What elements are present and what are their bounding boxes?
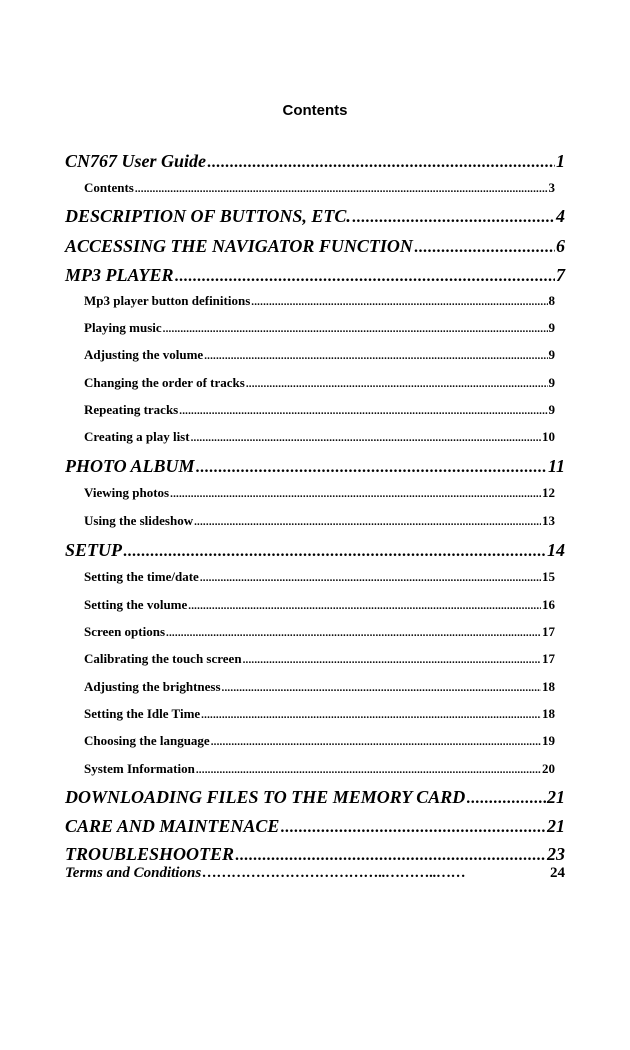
toc-entry-title: Changing the order of tracks (84, 375, 245, 390)
toc-entry[interactable] (65, 235, 565, 259)
toc-entry-title: Using the slideshow (84, 513, 194, 528)
toc-entry-title: TROUBLESHOOTER (65, 844, 235, 864)
toc-dot-leader (207, 150, 555, 174)
toc-entry-title: DESCRIPTION OF BUTTONS, ETC. (65, 206, 351, 226)
toc-entry-title: CARE AND MAINTENACE (65, 816, 280, 836)
toc-entry-title: Adjusting the volume (84, 347, 204, 362)
toc-page-number: 9 (548, 320, 555, 335)
toc-dot-leader (196, 760, 541, 779)
toc-page-number: 10 (542, 429, 555, 444)
toc-dot-leader (466, 786, 546, 810)
table-of-contents (65, 0, 565, 1050)
toc-dot-leader (222, 678, 541, 697)
toc-entry-title: Creating a play list (84, 429, 190, 444)
toc-dot-leader (179, 401, 547, 420)
toc-entry[interactable] (84, 374, 555, 393)
toc-dot-leader (204, 346, 547, 365)
toc-page-number: 8 (548, 293, 555, 308)
toc-page-number: 9 (548, 375, 555, 390)
toc-entry-title: ACCESSING THE NAVIGATOR FUNCTION (65, 236, 413, 256)
toc-entry-title: Mp3 player button definitions (84, 293, 251, 308)
toc-page-number: 1 (556, 151, 565, 171)
toc-page-number: 24 (550, 865, 565, 881)
toc-entry-title: System Information (84, 761, 195, 776)
toc-page-number: 20 (542, 761, 555, 776)
toc-dot-leader (280, 815, 546, 839)
toc-page-number: 13 (542, 513, 555, 528)
toc-page-number: 9 (548, 347, 555, 362)
toc-entry[interactable] (65, 455, 565, 479)
toc-entry[interactable] (84, 760, 555, 779)
toc-page-number: 11 (547, 456, 565, 476)
toc-entry[interactable] (84, 596, 555, 615)
toc-entry-title: Playing music (84, 320, 162, 335)
toc-entry[interactable] (65, 264, 565, 288)
toc-dot-leader (175, 264, 555, 288)
toc-dot-leader (163, 319, 548, 338)
toc-entry-title: CN767 User Guide (65, 151, 207, 171)
toc-entry-title: DOWNLOADING FILES TO THE MEMORY CARD (65, 787, 466, 807)
toc-dot-leader (166, 623, 541, 642)
toc-dot-leader (170, 484, 541, 503)
toc-page-number: 4 (556, 206, 565, 226)
toc-entry[interactable] (84, 428, 555, 447)
toc-entry[interactable] (65, 150, 565, 174)
toc-entry-title: Adjusting the brightness (84, 679, 221, 694)
toc-page-number: 6 (556, 236, 565, 256)
toc-page-number: 19 (542, 733, 555, 748)
toc-page-number: 15 (542, 569, 555, 584)
toc-page-number: 18 (542, 706, 555, 721)
toc-entry-title: Calibrating the touch screen (84, 651, 242, 666)
toc-dot-leader (211, 732, 541, 751)
page-title: Contents (282, 102, 348, 119)
toc-entry[interactable] (65, 815, 565, 839)
toc-entry[interactable] (84, 292, 555, 311)
toc-dot-leader (135, 179, 548, 198)
toc-dot-leader (352, 205, 555, 229)
toc-page-number: 17 (542, 624, 555, 639)
toc-entry-title: Contents (84, 180, 134, 195)
toc-entry[interactable] (84, 650, 555, 669)
toc-dot-leader (123, 539, 546, 563)
toc-entry-title: Setting the Idle Time (84, 706, 201, 721)
toc-entry[interactable] (84, 346, 555, 365)
toc-entry[interactable] (84, 732, 555, 751)
toc-dot-leader: ………………………………..………..…… (202, 865, 466, 881)
toc-entry[interactable] (84, 319, 555, 338)
toc-page-number: 21 (547, 816, 565, 836)
toc-entry[interactable] (65, 863, 565, 883)
toc-entry-title: Setting the volume (84, 597, 188, 612)
toc-entry[interactable] (84, 678, 555, 697)
toc-entry[interactable] (84, 623, 555, 642)
toc-page-number: 12 (542, 485, 555, 500)
toc-entry-title: Repeating tracks (84, 402, 179, 417)
toc-entry-title: Viewing photos (84, 485, 170, 500)
toc-entry-title: PHOTO ALBUM (65, 456, 195, 476)
toc-entry-title: MP3 PLAYER (65, 265, 174, 285)
toc-dot-leader (414, 235, 555, 259)
toc-entry[interactable] (65, 539, 565, 563)
toc-dot-leader (246, 374, 548, 393)
toc-dot-leader (194, 512, 541, 531)
toc-dot-leader (188, 596, 541, 615)
toc-entry-title: Choosing the language (84, 733, 210, 748)
toc-page-number: 18 (542, 679, 555, 694)
toc-entry[interactable] (84, 512, 555, 531)
toc-dot-leader (251, 292, 547, 311)
toc-entry[interactable] (84, 179, 555, 198)
toc-page-number: 21 (547, 787, 565, 807)
toc-dot-leader (200, 568, 541, 587)
toc-entry[interactable] (84, 568, 555, 587)
toc-page-number: 14 (547, 540, 565, 560)
toc-entry-title: Terms and Conditions (65, 865, 202, 881)
toc-dot-leader (201, 705, 541, 724)
toc-entry[interactable] (84, 705, 555, 724)
toc-page-number: 7 (556, 265, 565, 285)
toc-dot-leader (243, 650, 541, 669)
toc-dot-leader (191, 428, 541, 447)
toc-page-number: 17 (542, 651, 555, 666)
toc-dot-leader (196, 455, 547, 479)
toc-entry-title: Setting the time/date (84, 569, 199, 584)
toc-entry[interactable] (84, 484, 555, 503)
toc-entry[interactable] (84, 401, 555, 420)
toc-entry-title: SETUP (65, 540, 123, 560)
toc-entry-title: Screen options (84, 624, 166, 639)
toc-entry[interactable] (65, 205, 565, 229)
toc-page-number: 16 (542, 597, 555, 612)
toc-entry[interactable] (65, 786, 565, 810)
toc-page-number: 23 (547, 844, 565, 864)
toc-page-number: 9 (548, 402, 555, 417)
toc-page-number: 3 (548, 180, 555, 195)
